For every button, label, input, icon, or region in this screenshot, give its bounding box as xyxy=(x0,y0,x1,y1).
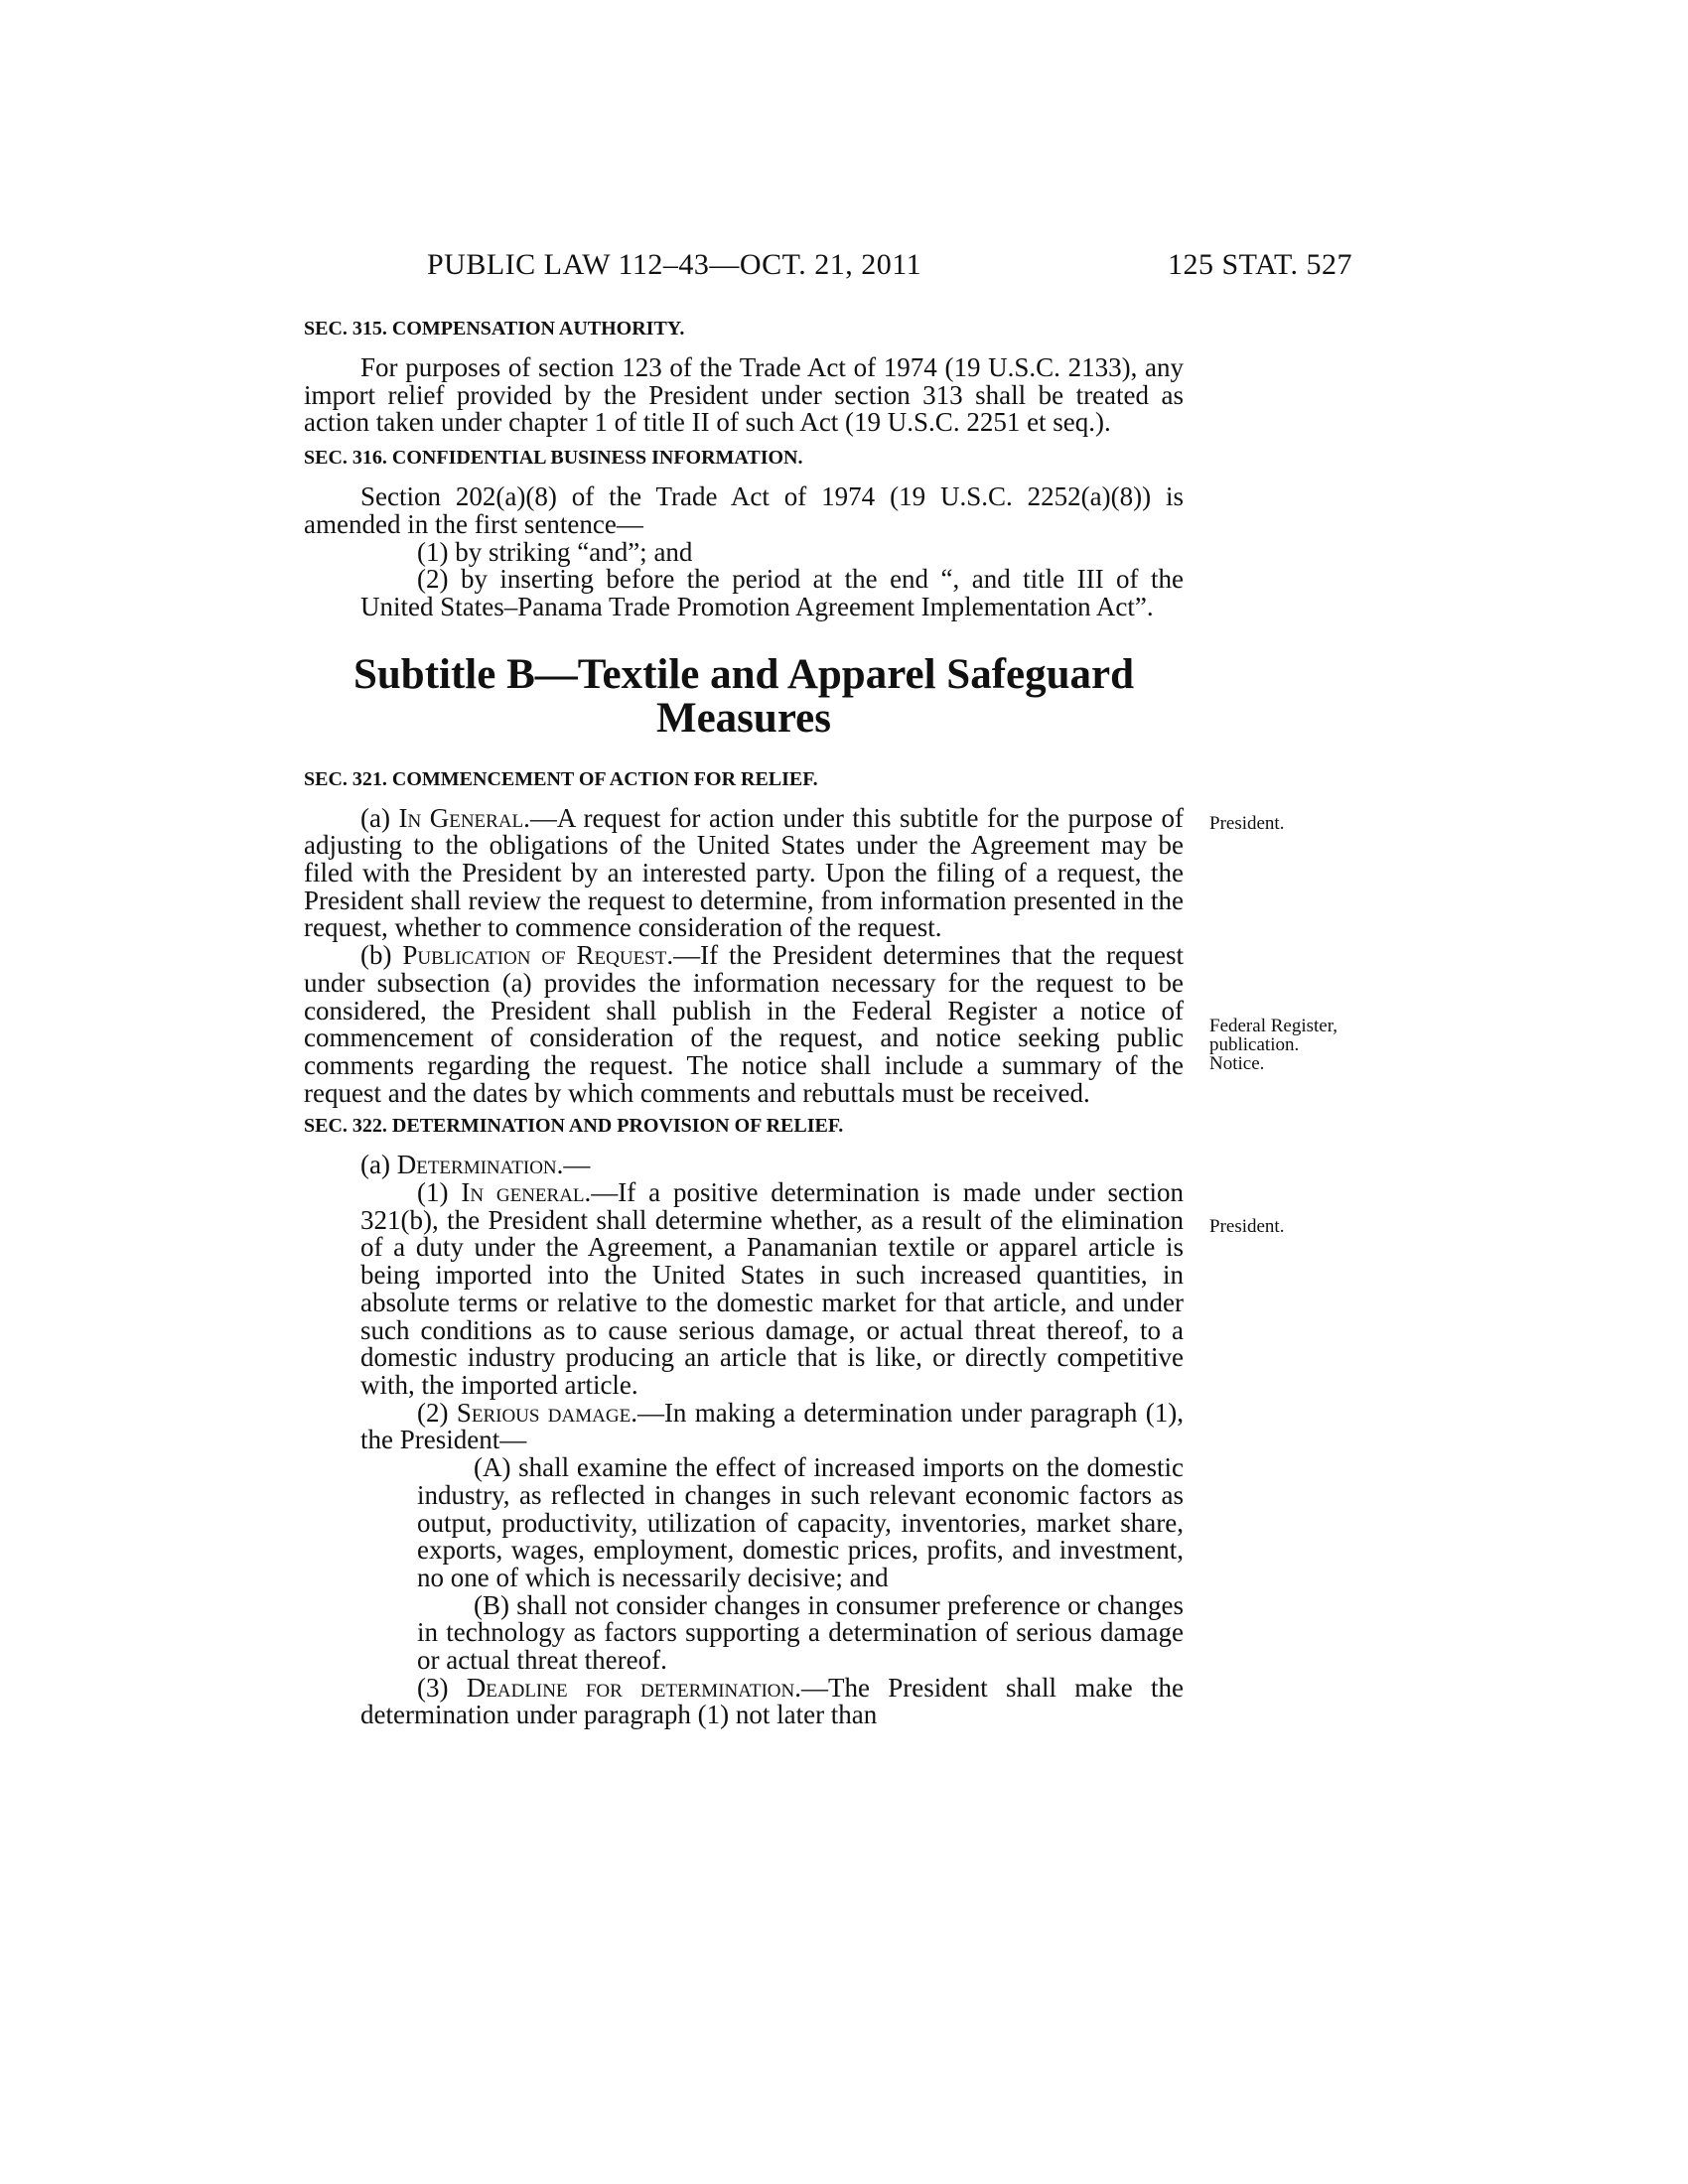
running-header-title: PUBLIC LAW 112–43—OCT. 21, 2011 xyxy=(427,248,922,281)
running-header-page-number: 125 STAT. 527 xyxy=(1168,248,1353,281)
subsection-caption: Publication of Request xyxy=(402,940,667,971)
section-315-text: For purposes of section 123 of the Trade Act of 1974 (19 U.S.C. 2133), any import relief provided by the President under section 313 shall be treated as action taken under chapter 1 of title II of such Act (19 U.S.C. 2251 et seq.). xyxy=(304,352,1184,438)
section-321-subsection-a: (a) In General.—A request for action under this subtitle for the purpose of adjusting to the obligations of the United States under the Agreement may be filed with the President by an interested party. Upon the filing of a request, the President shall review the request to determine, from information presented in the request, whether to commence consideration of the request. xyxy=(304,802,1184,943)
section-321-heading: SEC. 321. COMMENCEMENT OF ACTION FOR RELIEF. xyxy=(304,767,818,790)
section-316-item-1: (1) by striking “and”; and xyxy=(417,536,693,567)
section-322-heading: SEC. 322. DETERMINATION AND PROVISION OF RELIEF. xyxy=(304,1115,844,1138)
section-316-item-2: (2) by inserting before the period at the end “, and title III of the United States–Panama Trade Promotion Agreement Implementation Act”. xyxy=(360,564,1184,621)
section-321-subsection-b: (b) Publication of Request.—If the President determines that the request under subsection (a) provides the information necessary for the request to be considered, the President shall publish in the Federal Register a notice of commencement of consideration of the request, and notice seeking public comments regarding the request. The notice shall include a summary of the request and the dates by which comments and rebuttals must be received. xyxy=(304,940,1184,1108)
subtitle-line-1: Subtitle B—Textile and Apparel Safeguard xyxy=(352,650,1135,698)
page-body xyxy=(304,316,1184,1729)
subtitle-line-2: Measures xyxy=(656,694,831,742)
subtitle-heading xyxy=(304,650,1184,742)
section-315-heading: SEC. 315. COMPENSATION AUTHORITY. xyxy=(304,318,685,340)
subsection-caption: Determination xyxy=(396,1150,557,1180)
paragraph-caption: Deadline for determination xyxy=(466,1672,795,1703)
section-322-subsection-a: (a) Determination.— xyxy=(360,1150,591,1180)
margin-note-president: President. xyxy=(1209,813,1285,834)
margin-note-federal-register: Federal Register, publication. Notice. xyxy=(1209,1016,1338,1074)
section-316-intro: Section 202(a)(8) of the Trade Act of 1974 (19 U.S.C. 2252(a)(8)) is amended in the first sentence— xyxy=(304,481,1184,539)
section-322-subparagraph-b: (B) shall not consider changes in consumer preference or changes in technology as factors supporting a determination of serious damage or actual threat thereof. xyxy=(417,1589,1184,1676)
paragraph-caption: Serious damage xyxy=(456,1397,632,1428)
section-322-paragraph-2: (2) Serious damage.—In making a determination under paragraph (1), the President— xyxy=(360,1397,1184,1455)
margin-note-president-2: President. xyxy=(1209,1216,1285,1237)
subsection-caption: In General xyxy=(398,802,524,833)
paragraph-caption: In general xyxy=(461,1177,585,1208)
section-322-paragraph-1: (1) In general.—If a positive determination is made under section 321(b), the President shall determine whether, as a result of the elimination of a duty under the Agreement, a Panamanian textile or apparel article is being imported into the United States in such increased quantities, in absolute terms or relative to the domestic market for that article, and under such conditions as to cause serious damage, or actual threat thereof, to a domestic industry producing an article that is like, or directly competitive with, the imported article. xyxy=(360,1177,1185,1400)
section-316-heading: SEC. 316. CONFIDENTIAL BUSINESS INFORMATION. xyxy=(304,447,803,470)
section-322-subparagraph-a: (A) shall examine the effect of increased imports on the domestic industry, as reflected in changes in such relevant economic factors as output, productivity, utilization of capacity, inventories, market share, exports, wages, employment, domestic prices, profits, and investment, no one of which is necessarily decisive; and xyxy=(417,1452,1184,1592)
section-322-paragraph-3: (3) Deadline for determination.—The President shall make the determination under paragraph (1) not later than xyxy=(360,1672,1184,1730)
